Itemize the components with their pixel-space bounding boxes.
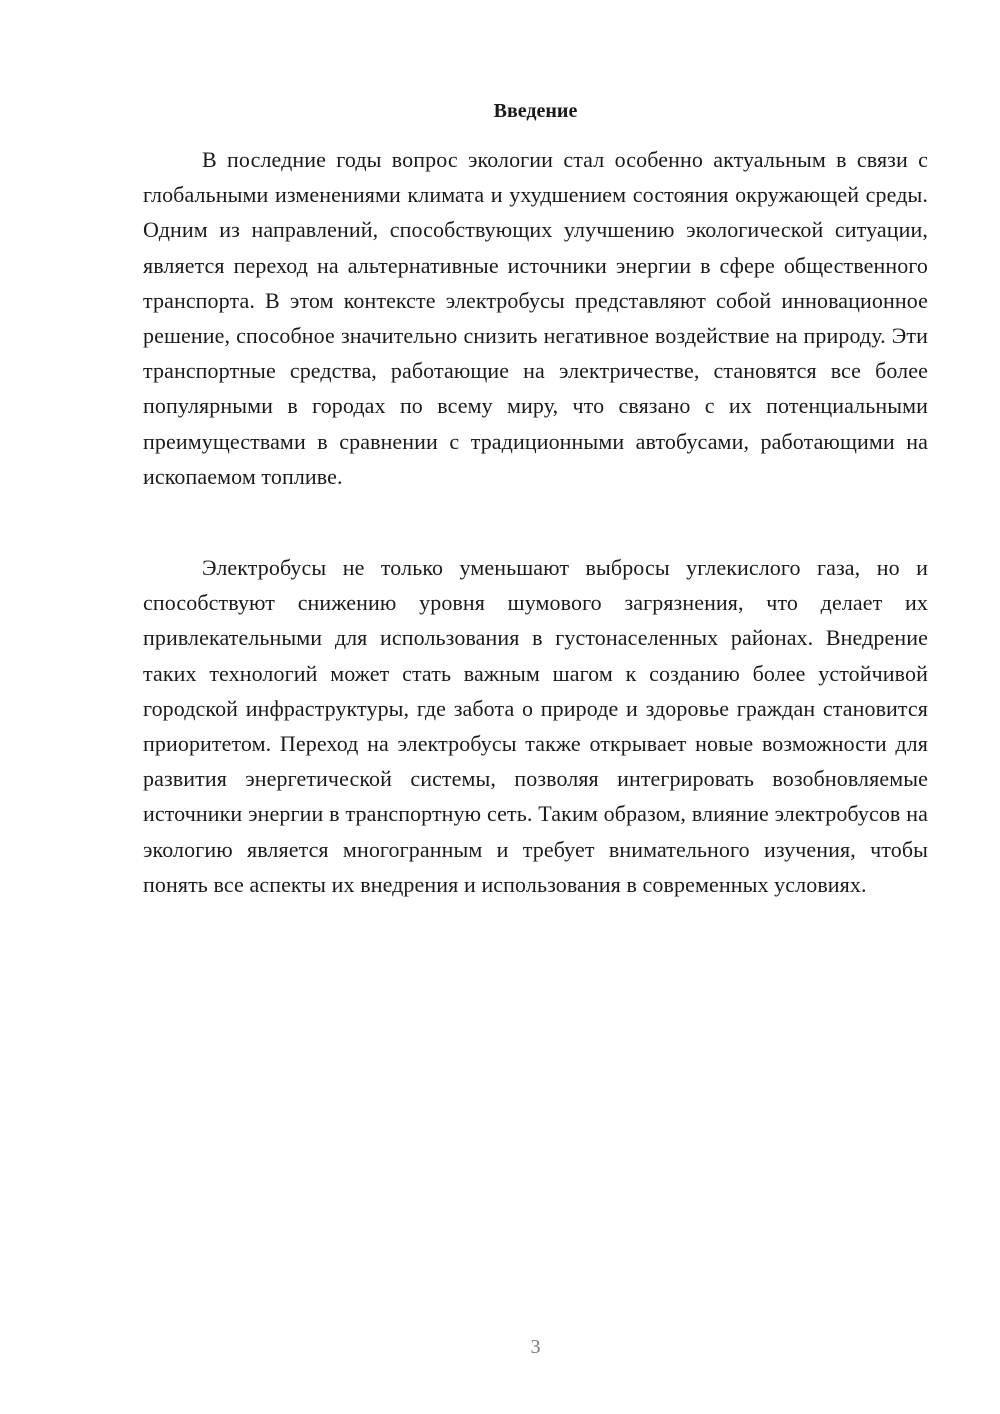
section-heading: Введение: [493, 100, 578, 122]
body-paragraph-1: В последние годы вопрос экологии стал особенно актуальным в связи с глобальными изменениями климата и ухудшением состояния окружающей среды. Одним из направлений, способствующих улучшению экологической ситуации, является переход на альтернативные источники энергии в сфере общественного транспорта. В этом контексте электробусы представляют собой инновационное решение, способное значительно снизить негативное воздействие на природу. Эти транспортные средства, работающие на электричестве, становятся все более популярными в городах по всему миру, что связано с их потенциальными преимуществами в сравнении с традиционными автобусами, работающими на ископаемом топливе.: [143, 147, 928, 489]
page-number: 3: [530, 1336, 541, 1358]
body-paragraph-2: Электробусы не только уменьшают выбросы углекислого газа, но и способствуют снижению уровня шумового загрязнения, что делает их привлекательными для использования в густонаселенных районах. Внедрение таких технологий может стать важным шагом к созданию более устойчивой городской инфраструктуры, где забота о природе и здоровье граждан становится приоритетом. Переход на электробусы также открывает новые возможности для развития энергетической системы, позволяя интегрировать возобновляемые источники энергии в транспортную сеть. Таким образом, влияние электробусов на экологию является многогранным и требует внимательного изучения, чтобы понять все аспекты их внедрения и использования в современных условиях.: [143, 555, 928, 897]
